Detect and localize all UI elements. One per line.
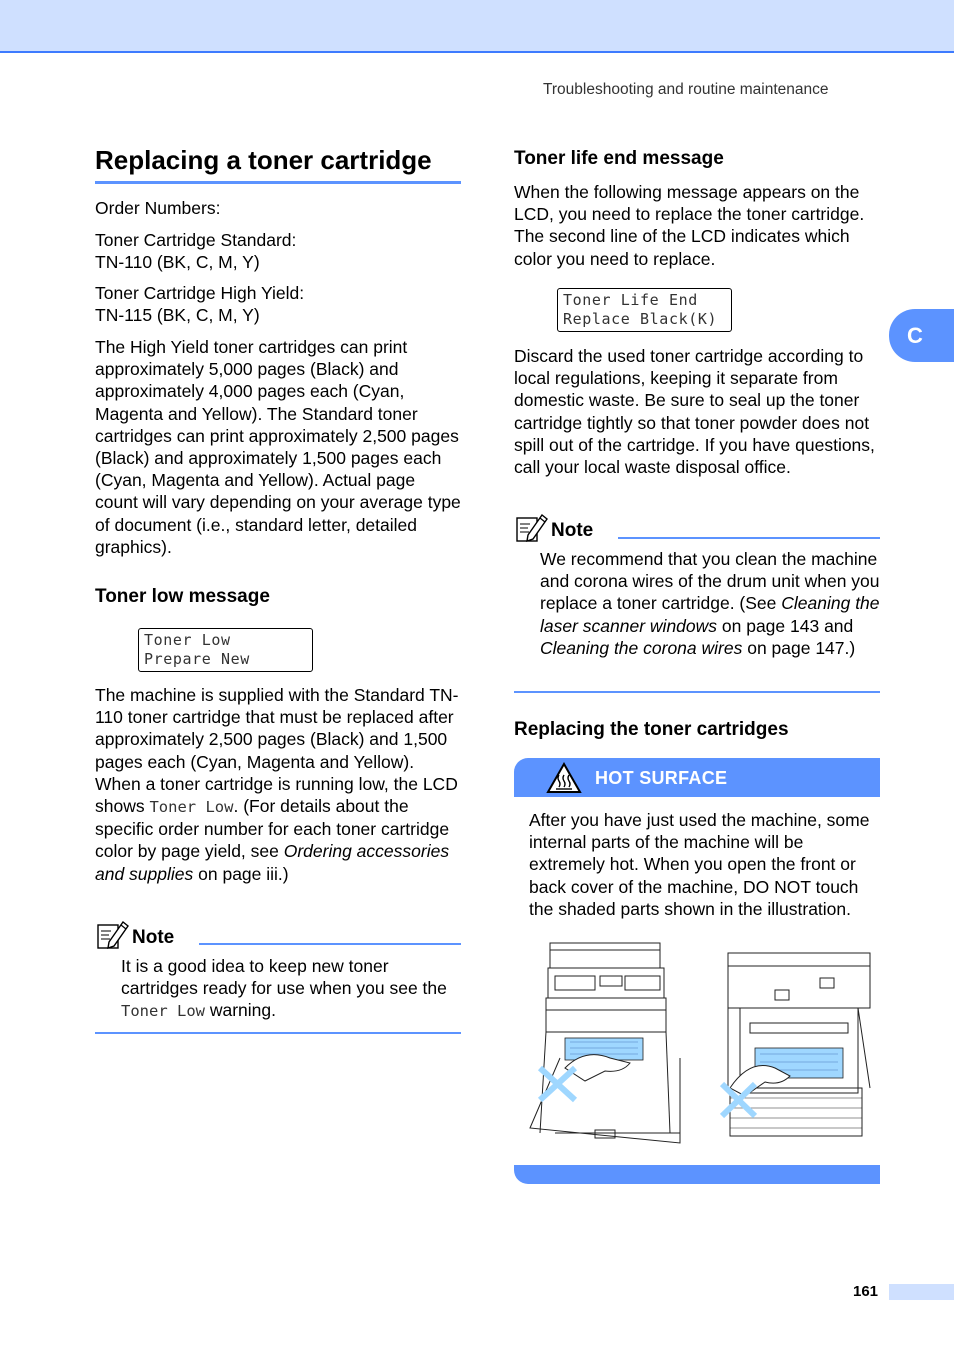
standard-cartridge-block [95, 229, 461, 273]
note-text-2: warning. [205, 1000, 277, 1021]
standard-cartridge-models: TN-110 (BK, C, M, Y) [95, 252, 260, 273]
front-printer-illustration [520, 938, 690, 1148]
standard-cartridge-label: Toner Cartridge Standard: [95, 230, 297, 250]
do-not-touch-x-icon [540, 1068, 575, 1100]
yield-paragraph: The High Yield toner cartridges can print approximately 5,000 pages (Black) and approximately 4,000 pages each (Cyan, Magenta and Yellow). The Standard toner cartridges can print approximately 2,500 pages (Black) and approximately 1,500 pages each (Cyan, Magenta and Yellow). Actual page count will vary depending on your average type of document (i.e., standard letter, detailed graphics). [95, 337, 461, 557]
life-end-paragraph: When the following message appears on the LCD, you need to replace the toner cartridge. The second line of the LCD indicates which color you need to replace. [514, 182, 865, 269]
page-title: Replacing a toner cartridge [95, 143, 461, 184]
chapter-tab: C [889, 309, 954, 362]
lcd-line-1: Toner Low [144, 631, 231, 649]
cleaning-laser-link[interactable]: Cleaning the laser scanner windows [540, 593, 880, 636]
warning-label: HOT SURFACE [595, 768, 728, 788]
high-yield-cartridge-label: Toner Cartridge High Yield: [95, 283, 305, 303]
hot-surface-warning-end-bar [514, 1165, 880, 1184]
page-number-bar [889, 1284, 954, 1300]
back-printer-illustration [700, 948, 880, 1143]
supplied-text-3: on page iii.) [193, 863, 289, 884]
note-header [516, 513, 880, 545]
order-numbers-label: Order Numbers: [95, 198, 221, 218]
note-bottom-rule [95, 1032, 461, 1034]
lcd-display-toner-low [138, 628, 313, 672]
pencil-note-icon [516, 513, 548, 543]
note-text-1: We recommend that you clean the machine and corona wires of the drum unit when you replace a toner cartridge. (See [540, 549, 880, 614]
supplied-text-1: The machine is supplied with the Standard TN-110 toner cartridge that must be replaced after approximately 2,500 pages (Black) and 1,500 pages each (Cyan, Magenta and Yellow). When a toner cartridge is running low, the LCD shows [95, 685, 459, 817]
note-text-3: on page 147.) [742, 637, 856, 658]
top-header-band [0, 0, 954, 53]
high-yield-cartridge-block [95, 282, 461, 326]
cleaning-corona-link[interactable]: Cleaning the corona wires [540, 637, 743, 658]
pencil-note-icon [97, 920, 129, 950]
running-header: Troubleshooting and routine maintenance [543, 81, 829, 98]
toner-life-end-heading: Toner life end message [514, 148, 724, 169]
toner-low-heading: Toner low message [95, 586, 270, 607]
note-title: Note [551, 520, 594, 541]
note-body [540, 548, 880, 659]
hot-surface-paragraph: After you have just used the machine, some internal parts of the machine will be extremely hot. When you open the front or back cover of the machine, DO NOT touch the shaded parts shown in the illustration. [529, 810, 870, 919]
note-rule [199, 943, 461, 945]
supplied-text-2: . (For details about the specific order number for each toner cartridge color by page yield, see [95, 796, 450, 862]
high-yield-cartridge-models: TN-115 (BK, C, M, Y) [95, 305, 260, 326]
hot-surface-warning-icon [546, 762, 582, 794]
lcd-display-life-end [557, 288, 732, 332]
supplied-cartridge-paragraph [95, 684, 461, 885]
note-body [121, 955, 461, 1023]
lcd-code-toner-low: Toner Low [121, 1002, 205, 1021]
lcd-line-2: Replace Black(K) [563, 310, 718, 328]
replacing-toner-heading: Replacing the toner cartridges [514, 719, 789, 740]
lcd-line-1: Toner Life End [563, 291, 698, 309]
page-number: 161 [853, 1283, 879, 1300]
lcd-line-2: Prepare New [144, 650, 250, 668]
note-text-1: It is a good idea to keep new toner cartridges ready for use when you see the [121, 956, 447, 999]
note-header [97, 920, 461, 952]
discard-paragraph: Discard the used toner cartridge according to local regulations, keeping it separate from domestic waste. Be sure to seal up the toner cartridge tightly so that toner powder does not spill out of the cartridge. If you have questions, call your local waste disposal office. [514, 346, 875, 478]
note-title: Note [132, 927, 175, 948]
ordering-accessories-link[interactable]: Ordering accessories and supplies [95, 841, 450, 884]
note-text-2: on page 143 and [717, 615, 854, 636]
lcd-code-toner-low: Toner Low [149, 798, 234, 817]
note-rule [618, 537, 880, 539]
hot-surface-warning-bar [514, 758, 880, 797]
note-bottom-rule [514, 691, 880, 693]
